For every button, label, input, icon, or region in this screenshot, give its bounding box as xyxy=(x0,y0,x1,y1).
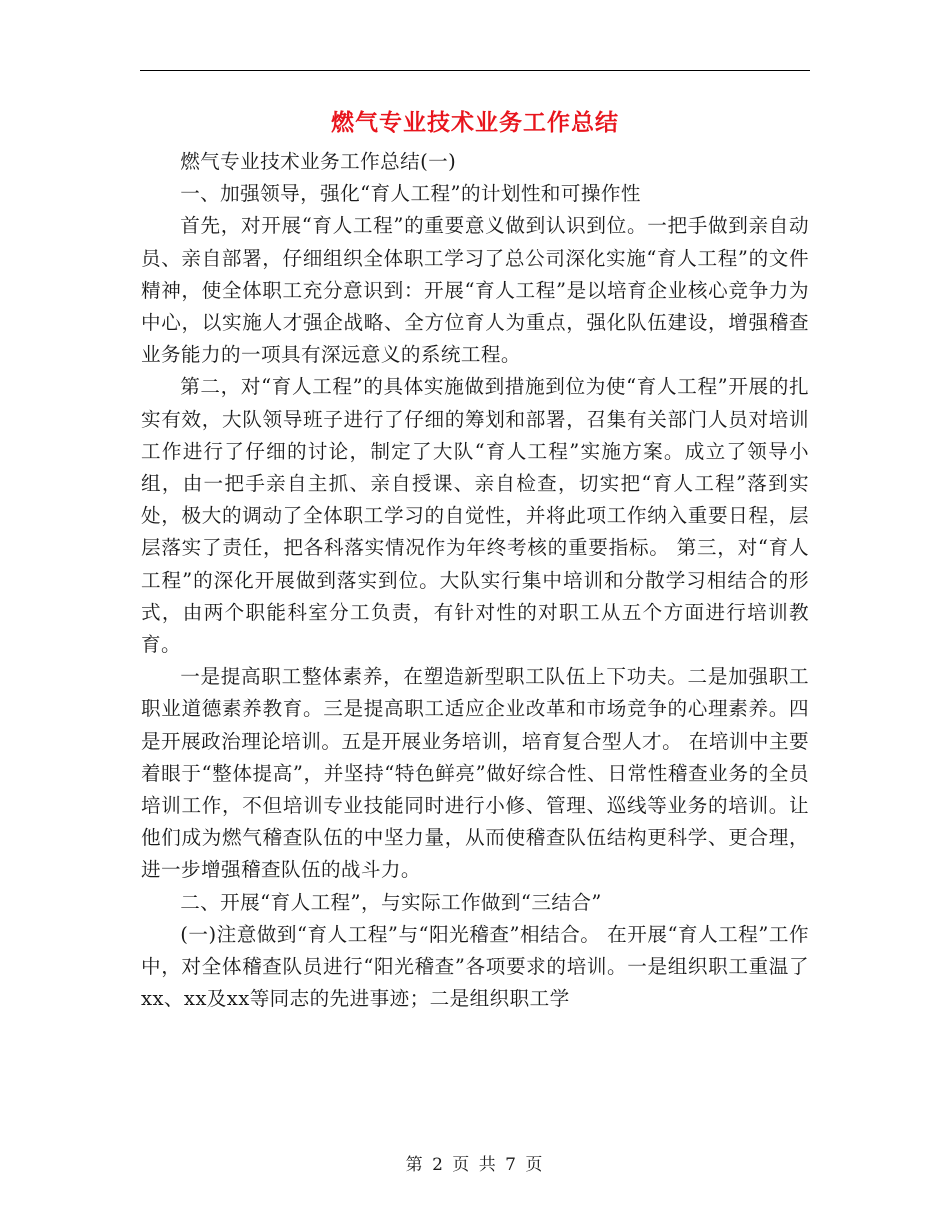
section-subheading: 二、开展“育人工程”，与实际工作做到“三结合” xyxy=(180,890,602,914)
body-paragraph: 首先，对开展“育人工程”的重要意义做到认识到位。一把手做到亲自动员、亲自部署，仔细组织全体职工学习了总公司深化实施“育人工程”的文件精神，使全体职工充分意识到：开展“育人工程”是以培育企业核心竞争力为中心，以实施人才强企战略、全方位育人为重点，强化队伍建设，增强稽查业务能力的一项具有深远意义的系统工程。 xyxy=(141,214,809,367)
body-paragraph: 第二，对“育人工程”的具体实施做到措施到位为使“育人工程”开展的扎实有效，大队领导班子进行了仔细的筹划和部署，召集有关部门人员对培训工作进行了仔细的讨论，制定了大队“育人工程”实施方案。成立了领导小组，由一把手亲自主抓、亲自授课、亲自检查，切实把“育人工程”落到实处，极大的调动了全体职工学习的自觉性，并将此项工作纳入重要日程，层层落实了责任，把各科落实情况作为年终考核的重要指标。 第三，对“育人工程”的深化开展做到落实到位。大队实行集中培训和分散学习相结合的形式，由两个职能科室分工负责，有针对性的对职工从五个方面进行培训教育。 xyxy=(141,375,809,657)
header-rule xyxy=(140,70,810,71)
section-subheading: 一、加强领导，强化“育人工程”的计划性和可操作性 xyxy=(180,182,641,206)
page-footer xyxy=(0,1150,950,1175)
section-heading: 燃气专业技术业务工作总结(一) xyxy=(180,150,457,173)
document-body xyxy=(141,146,809,1015)
page-number: 第 2 页 共 7 页 xyxy=(405,1155,545,1175)
document-title: 燃气专业技术业务工作总结 xyxy=(331,109,619,136)
body-paragraph: 一是提高职工整体素养，在塑造新型职工队伍上下功夫。二是加强职工职业道德素养教育。三是提高职工适应企业改革和市场竞争的心理素养。四是开展政治理论培训。五是开展业务培训，培育复合型人才。 在培训中主要着眼于“整体提高”，并坚持“特色鲜亮”做好综合性、日常性稽查业务的全员培训工作，不但培训专业技能同时进行小修、管理、巡线等业务的培训。让他们成为燃气稽查队伍的中坚力量，从而使稽查队伍结构更科学、更合理，进一步增强稽查队伍的战斗力。 xyxy=(141,665,809,882)
body-paragraph: (一)注意做到“育人工程”与“阳光稽查”相结合。 在开展“育人工程”工作中，对全体稽查队员进行“阳光稽查”各项要求的培训。一是组织职工重温了xx、xx及xx等同志的先进事迹；二是组织职工学 xyxy=(141,922,809,1011)
